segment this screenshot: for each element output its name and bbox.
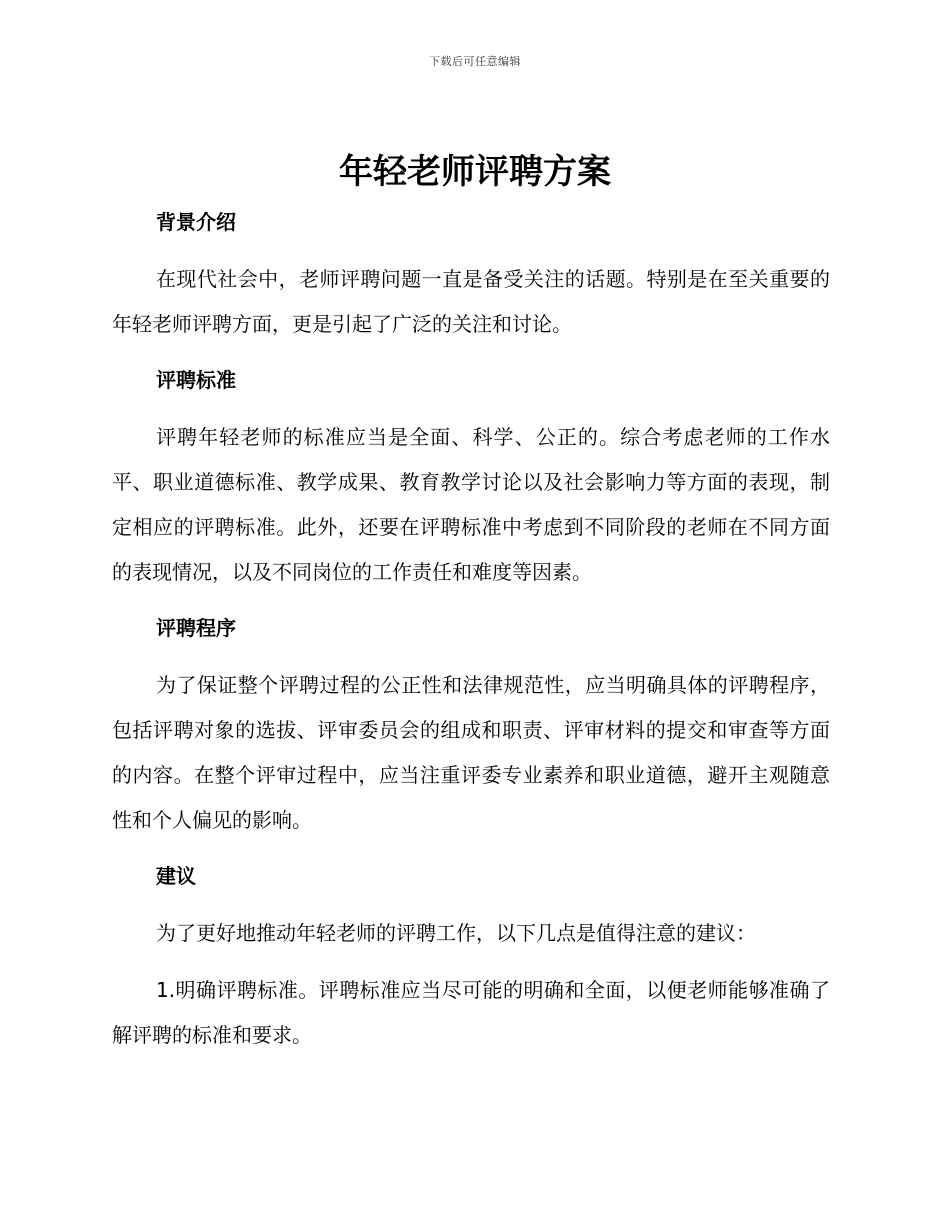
document-title: 年轻老师评聘方案 — [339, 152, 611, 192]
section-suggestions — [112, 855, 830, 1058]
section-criteria — [112, 359, 830, 595]
section-heading-criteria: 评聘标准 — [156, 368, 236, 392]
page-header-note: 下载后可任意编辑 — [429, 55, 521, 68]
paragraph-criteria: 评聘年轻老师的标准应当是全面、科学、公正的。综合考虑老师的工作水平、职业道德标准、教学成果、教育教学讨论以及社会影响力等方面的表现，制定相应的评聘标准。此外，还要在评聘标准中考虑到不同阶段的老师在不同方面的表现情况，以及不同岗位的工作责任和难度等因素。 — [112, 425, 830, 584]
section-heading-procedure: 评聘程序 — [156, 616, 236, 640]
section-background — [112, 201, 830, 347]
section-heading-suggestions: 建议 — [156, 864, 196, 888]
section-procedure — [112, 607, 830, 843]
paragraph-suggestions-intro: 为了更好地推动年轻老师的评聘工作，以下几点是值得注意的建议： — [156, 921, 756, 945]
section-heading-background: 背景介绍 — [156, 210, 236, 234]
paragraph-background: 在现代社会中，老师评聘问题一直是备受关注的话题。特别是在至关重要的年轻老师评聘方面，更是引起了广泛的关注和讨论。 — [112, 267, 830, 336]
paragraph-procedure: 为了保证整个评聘过程的公正性和法律规范性，应当明确具体的评聘程序，包括评聘对象的选拔、评审委员会的组成和职责、评审材料的提交和审查等方面的内容。在整个评审过程中，应当注重评委专业素养和职业道德，避开主观随意性和个人偏见的影响。 — [112, 673, 830, 832]
document-body — [112, 201, 830, 1058]
paragraph-suggestion-1: 1.明确评聘标准。评聘标准应当尽可能的明确和全面，以便老师能够准确了解评聘的标准和要求。 — [112, 978, 830, 1047]
